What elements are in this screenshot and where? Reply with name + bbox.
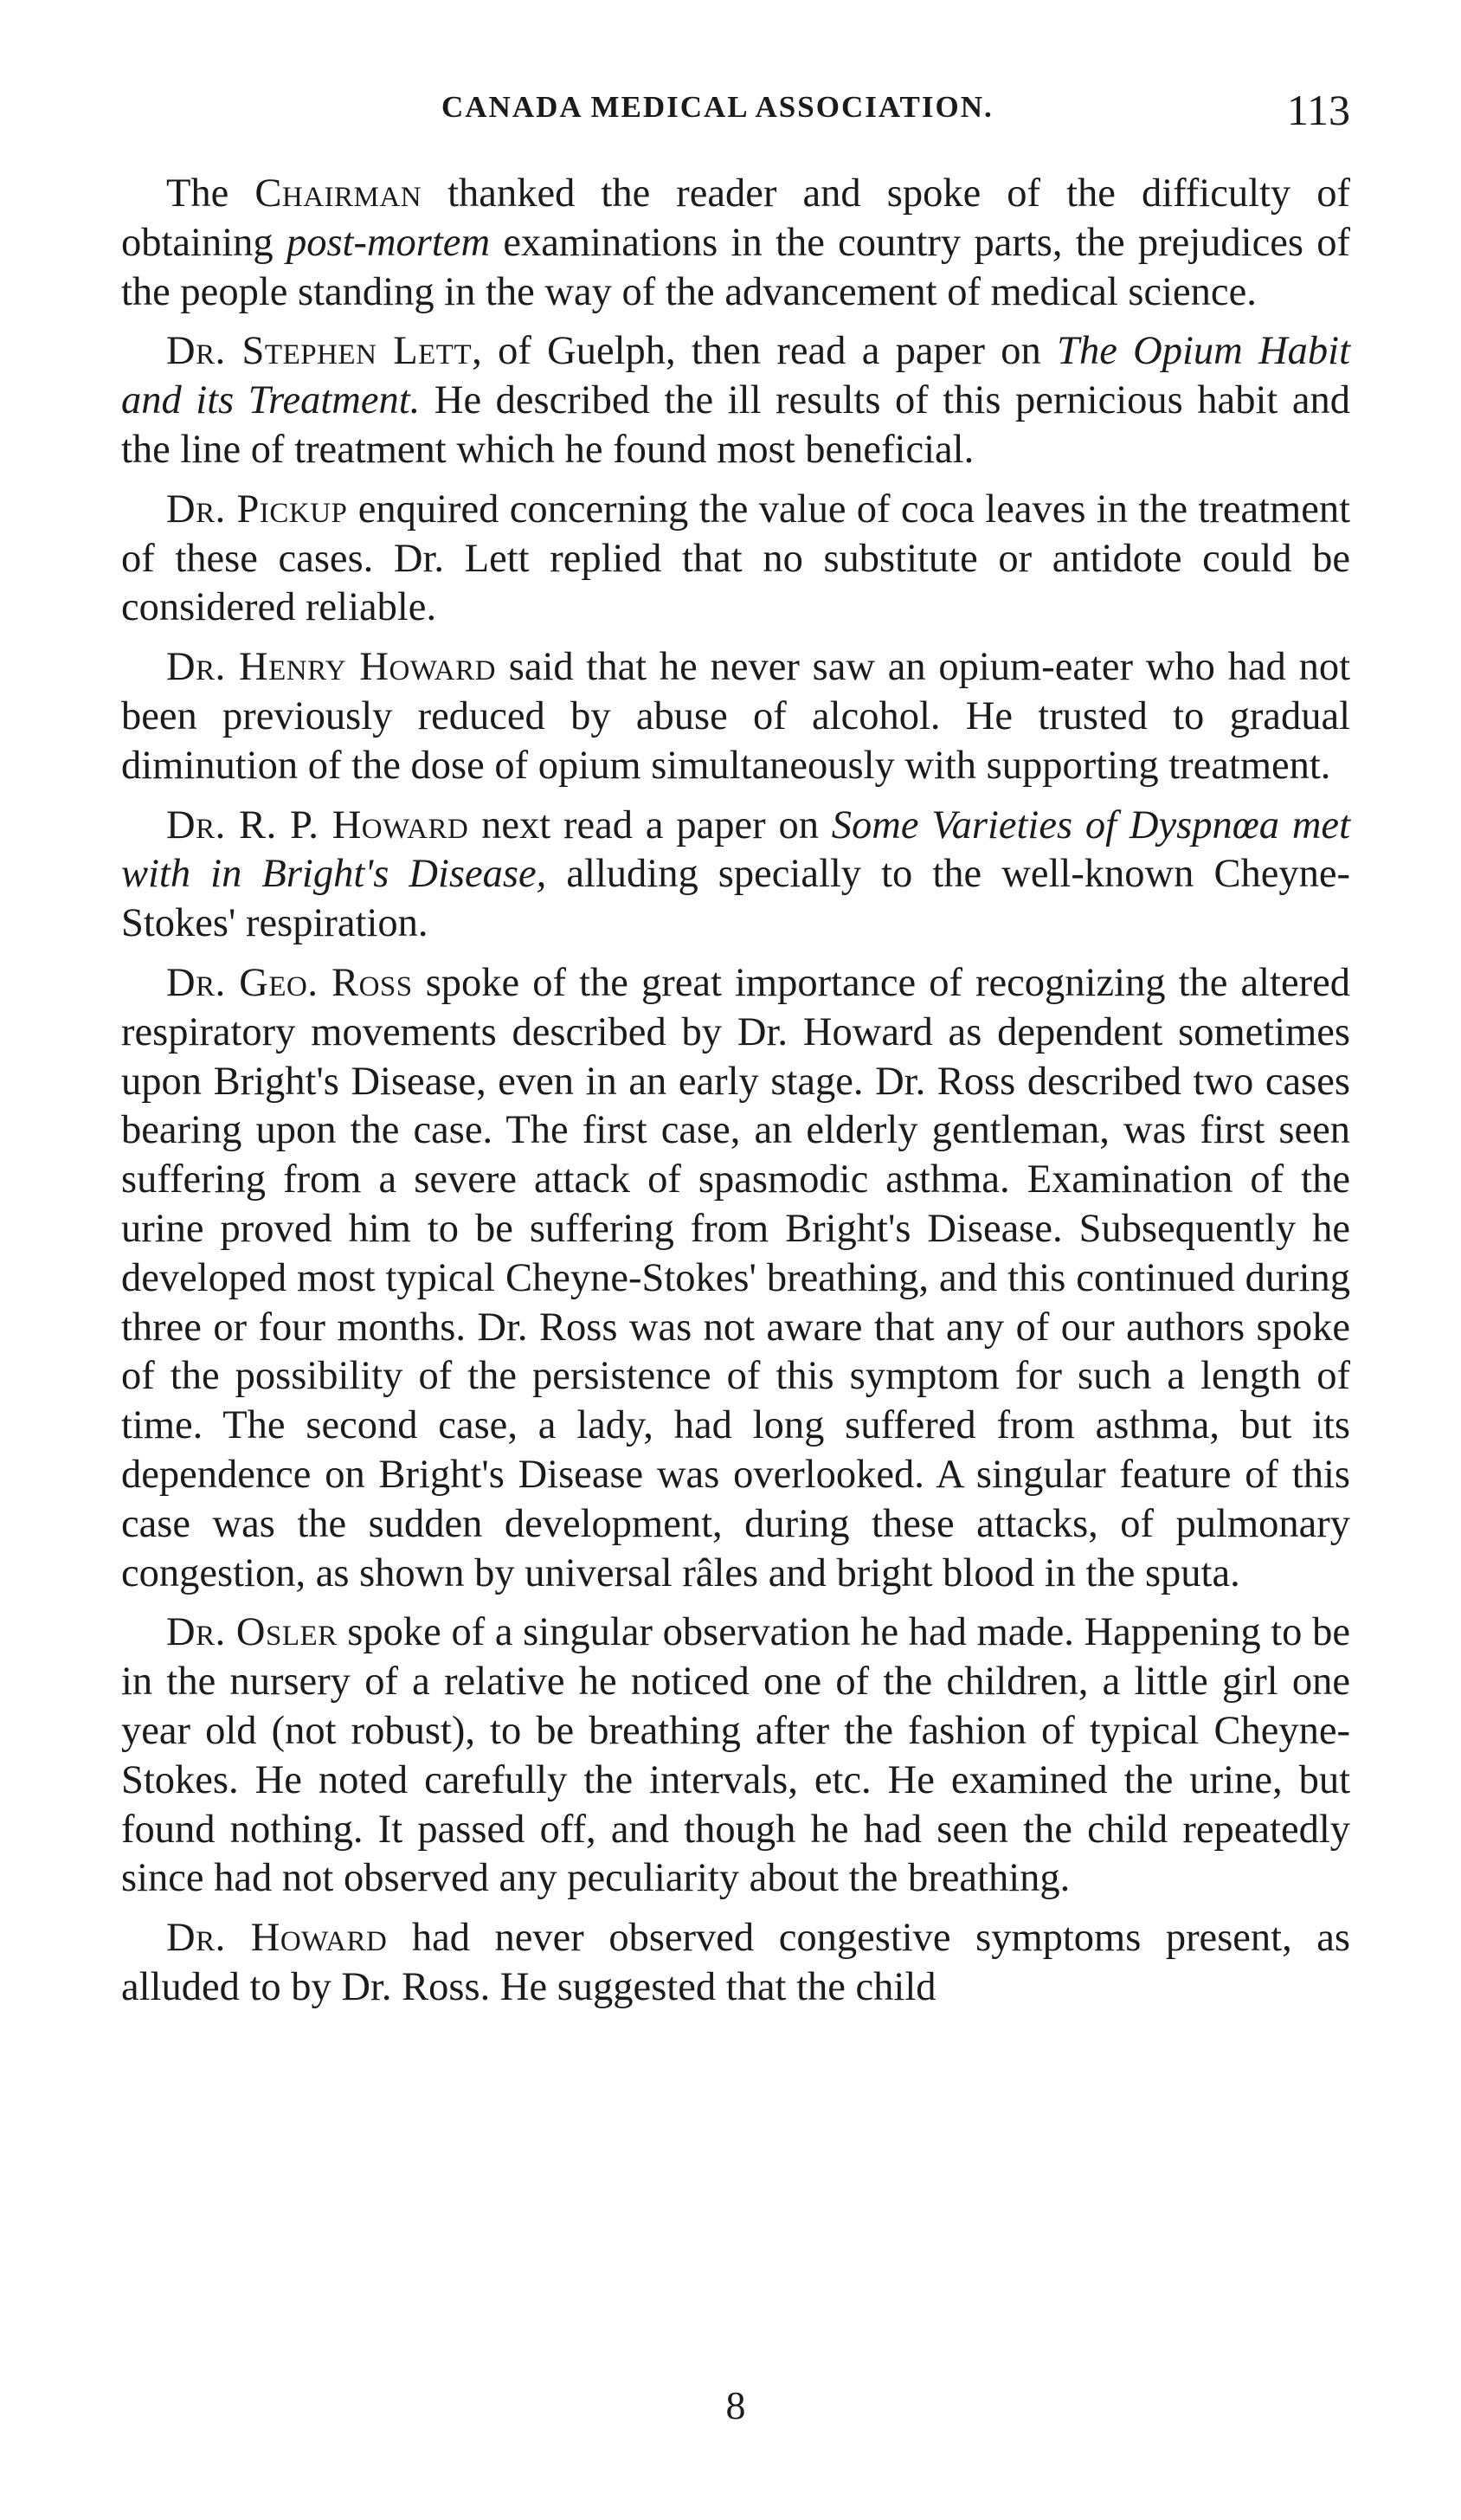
paragraph	[121, 486, 1350, 633]
italic-title: The Opium Habit and its Treatment.	[121, 329, 1350, 423]
paragraph-text: spoke of the great importance of recognizing the altered respiratory movements described by Dr. Howard as dependent sometimes upon Bright's Disease, even in an early stage. Dr. Ross described two cases bearing upon the case. The first case, an elderly gentleman, was first seen suffering from a severe attack of spasmodic asthma. Examination of the urine proved him to be suffering from Bright's Disease. Subsequently he developed most typical Cheyne-Stokes' breathing, and this continued during three or four months. Dr. Ross was not aware that any of our authors spoke of the possibility of the persistence of this symptom for such a length of time. The second case, a lady, had long suffered from asthma, but its dependence on Bright's Disease was overlooked. A singular feature of this case was the sudden development, during these attacks, of pulmonary congestion, as shown by universal râles and bright blood in the sputa.	[121, 960, 1350, 1595]
paragraph-text: said that he never saw an opium-eater who had not been previously reduced by abuse of alcohol. He trusted to gradual diminution of the dose of opium simultaneously with supporting treatment.	[121, 645, 1350, 788]
paragraph	[121, 643, 1350, 790]
paragraph-text: next read a paper on	[468, 802, 832, 848]
body-text	[121, 170, 1350, 2023]
speaker-name: Dr. Henry Howard	[166, 645, 496, 690]
paragraph-text: examinations in the country parts, the prejudices of the people standing in the way of the advancement of medical science.	[121, 220, 1350, 314]
paragraph-text: enquired concerning the value of coca leaves in the treatment of these cases. Dr. Lett replied that no substitute or antidote could be considered reliable.	[121, 487, 1351, 630]
speaker-name: Dr. Howard	[166, 1916, 388, 1961]
paragraph	[121, 170, 1350, 317]
paragraph-text: alluding specially to the well-known Cheyne-Stokes' respiration.	[121, 852, 1350, 946]
paragraph	[121, 1608, 1350, 1904]
paragraph-text: He described the ill results of this pernicious habit and the line of treatment which he found most beneficial.	[121, 378, 1350, 472]
paragraph-text: spoke of a singular observation he had made. Happening to be in the nursery of a relative he noticed one of the children, a little girl one year old (not robust), to be breathing after the fashion of typical Cheyne-Stokes. He noted carefully the intervals, etc. He examined the urine, but found nothing. It passed off, and though he had seen the child repeatedly since had not observed any peculiarity about the breathing.	[121, 1610, 1350, 1901]
paragraph-text: , of Guelph, then read a paper on	[472, 329, 1058, 374]
paragraph-text: The	[166, 171, 255, 216]
paragraph	[121, 959, 1350, 1598]
page-header	[121, 86, 1350, 142]
page-number: 113	[1286, 86, 1350, 134]
italic-title: post-mortem	[286, 220, 491, 265]
paragraph	[121, 327, 1350, 474]
speaker-name: Dr. R. P. Howard	[166, 802, 469, 848]
paragraph	[121, 1914, 1350, 2013]
book-page	[121, 0, 1350, 2520]
paragraph-text: thanked the reader and spoke of the difficulty of obtaining	[121, 171, 1350, 265]
speaker-name: Chairman	[254, 171, 422, 216]
speaker-name: Dr. Pickup	[166, 487, 348, 532]
speaker-name: Dr. Stephen Lett	[166, 329, 473, 374]
paragraph	[121, 802, 1350, 949]
italic-title: Some Varieties of Dyspnœa met with in Bright's Disease,	[121, 802, 1350, 897]
signature-mark: 8	[725, 2383, 746, 2427]
speaker-name: Dr. Osler	[166, 1610, 338, 1655]
running-title: CANADA MEDICAL ASSOCIATION.	[441, 90, 994, 124]
paragraph-text: had never observed congestive symptoms present, as alluded to by Dr. Ross. He suggested that the child	[121, 1916, 1350, 2009]
speaker-name: Dr. Geo. Ross	[166, 960, 413, 1005]
